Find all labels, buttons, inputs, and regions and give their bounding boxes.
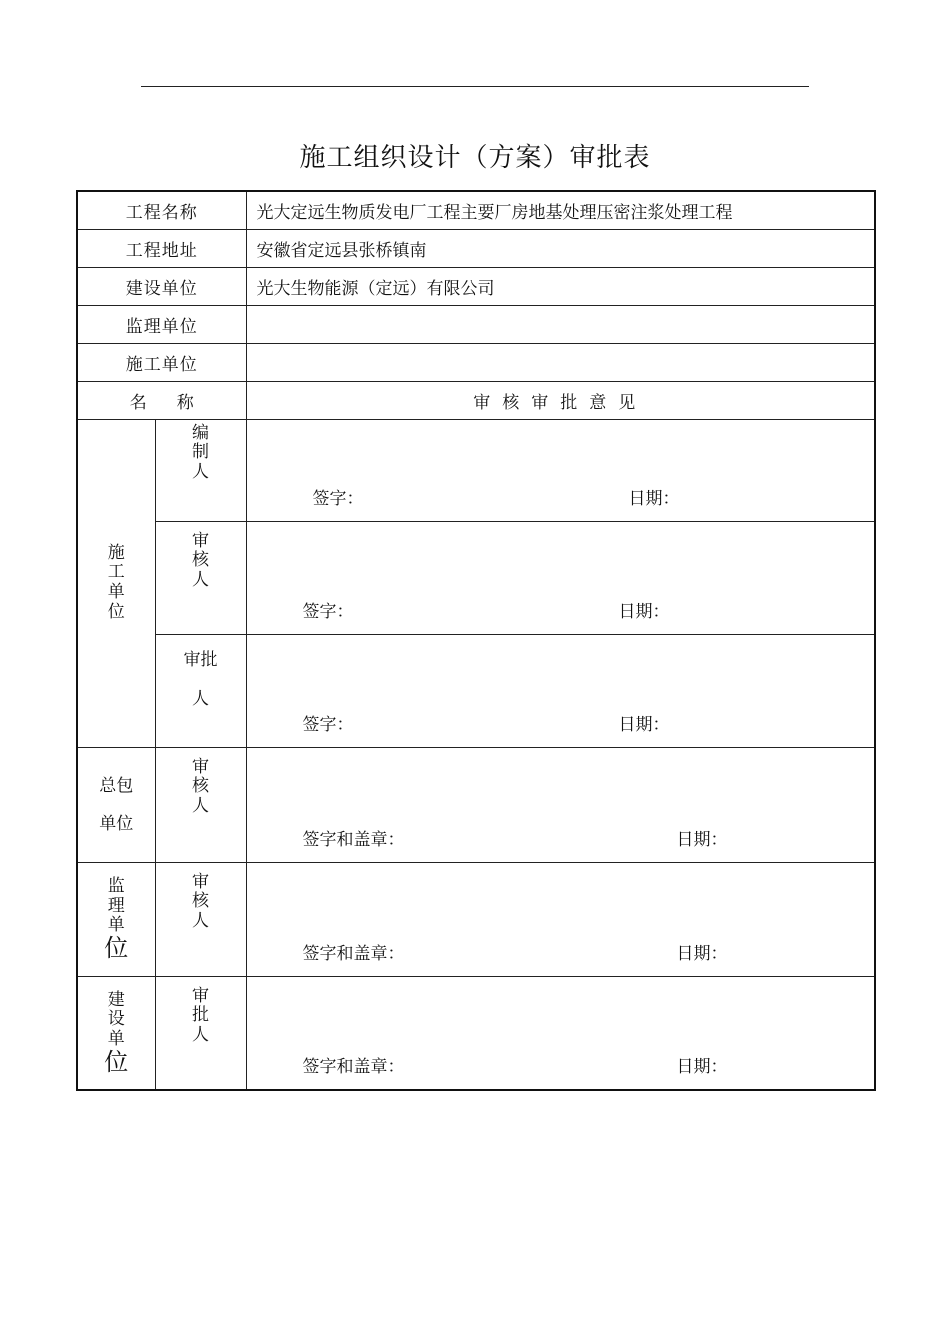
supervision-reviewer-role: 审核人 [155,862,246,976]
header-row [77,381,875,419]
general-contractor-row [77,747,875,862]
approval-form [76,190,876,1091]
date-label: 日期： [676,943,728,964]
construction-row-approver [77,634,875,747]
project-address-label: 工程地址 [77,229,246,267]
construction-unit-value[interactable] [246,343,875,381]
info-row-supervision-unit [77,305,875,343]
general-reviewer-role: 审核人 [155,747,246,862]
supervision-opinion-cell[interactable] [246,862,875,976]
project-name-value[interactable]: 光大定远生物质发电厂工程主要厂房地基处理压密注浆处理工程 [246,191,875,229]
reviewer-role: 审核人 [155,521,246,634]
date-label: 日期： [676,1057,728,1077]
date-label: 日期： [618,601,670,622]
page-title: 施工组织设计（方案）审批表 [299,143,651,173]
info-row-project-address [77,229,875,267]
owner-unit-cell: 建设单 位 [77,976,155,1090]
info-row-owner-unit [77,267,875,305]
sign-label: 签字： [302,714,354,735]
reviewer-opinion-cell[interactable] [246,521,875,634]
sign-seal-label: 签字和盖章： [302,829,405,850]
supervision-row [77,862,875,976]
project-name-label: 工程名称 [77,191,246,229]
info-row-construction-unit [77,343,875,381]
general-contractor-unit-cell: 总包 单位 [77,747,155,862]
construction-unit-cell: 施工单位 [77,419,155,747]
sign-seal-label: 签字和盖章： [302,1057,405,1077]
date-label: 日期： [628,488,680,509]
supervision-unit-cell: 监理单 位 [77,862,155,976]
date-label: 日期： [676,829,728,850]
construction-row-reviewer [77,521,875,634]
compiler-role: 编制人 [155,419,246,521]
name-header: 名称 [77,381,246,419]
compiler-opinion-cell[interactable] [246,419,875,521]
approver-opinion-cell[interactable] [246,634,875,747]
top-rule [141,86,809,87]
sign-label: 签字： [302,601,354,622]
owner-unit-label: 建设单位 [77,267,246,305]
project-address-value[interactable]: 安徽省定远县张桥镇南 [246,229,875,267]
general-opinion-cell[interactable] [246,747,875,862]
owner-unit-value[interactable]: 光大生物能源（定远）有限公司 [246,267,875,305]
owner-row [77,976,875,1090]
supervision-unit-label: 监理单位 [77,305,246,343]
owner-approver-role: 审批人 [155,976,246,1090]
info-row-project-name [77,191,875,229]
opinion-header: 审核审批意见 [246,381,875,419]
date-label: 日期： [618,714,670,735]
approver-role: 审批 人 [155,634,246,747]
construction-row-compiler [77,419,875,521]
supervision-unit-value[interactable] [246,305,875,343]
owner-opinion-cell[interactable] [246,976,875,1090]
construction-unit-label: 施工单位 [77,343,246,381]
sign-label: 签字： [312,488,364,509]
sign-seal-label: 签字和盖章： [302,943,405,964]
